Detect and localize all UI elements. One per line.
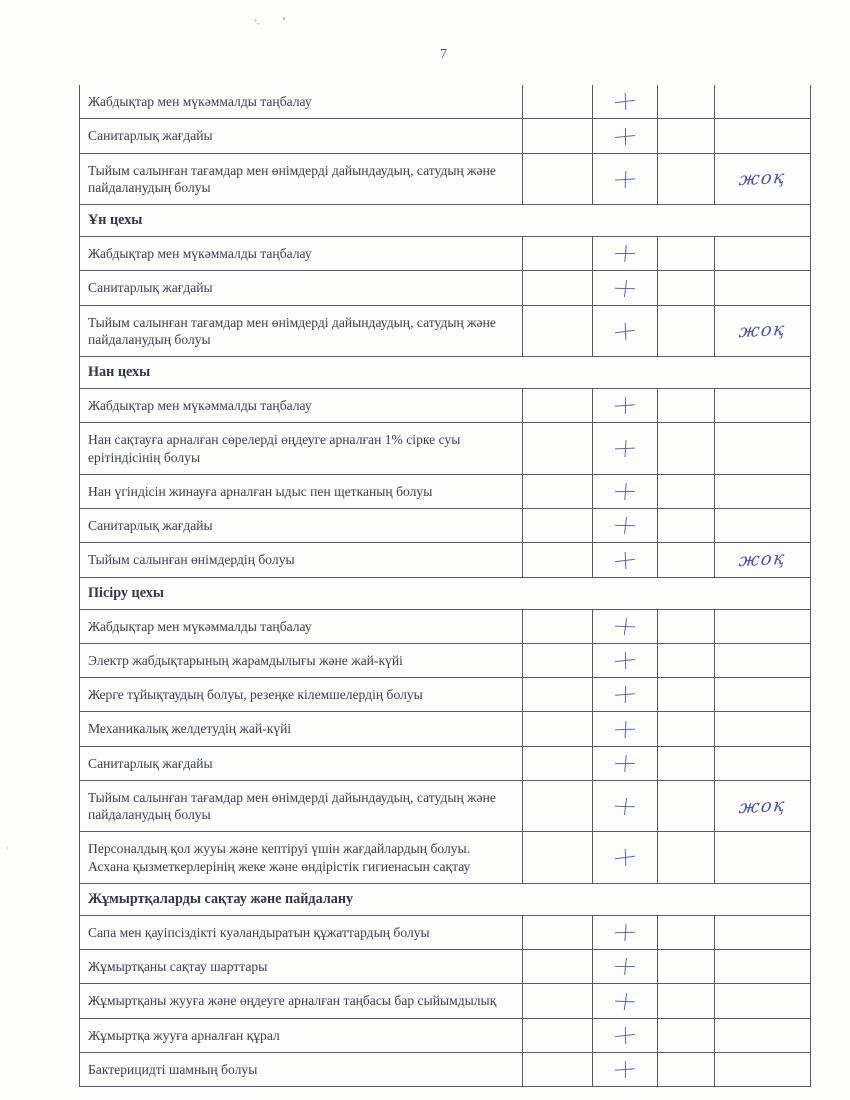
- empty-cell: [523, 915, 593, 949]
- empty-cell: [658, 119, 715, 153]
- empty-cell: [658, 678, 715, 712]
- empty-cell: [523, 85, 593, 119]
- empty-cell: [658, 984, 715, 1018]
- plus-mark-icon: [613, 1026, 636, 1044]
- empty-cell: [523, 984, 593, 1018]
- mark-cell: [593, 509, 658, 543]
- mark-cell: [593, 915, 658, 949]
- empty-cell: [658, 1018, 715, 1052]
- handwritten-note: жоқ: [737, 794, 788, 818]
- plus-mark-icon: [614, 245, 637, 263]
- note-cell: [715, 832, 811, 884]
- note-cell: [715, 780, 811, 832]
- row-label: Жабдықтар мен мүкәммалды таңбалау: [80, 609, 523, 643]
- plus-mark-icon: [613, 797, 636, 815]
- plus-mark-icon: [614, 686, 637, 704]
- row-label: Жабдықтар мен мүкәммалды таңбалау: [80, 389, 523, 423]
- table-row: [80, 950, 811, 984]
- plus-mark-icon: [614, 440, 636, 457]
- page-number: 7: [440, 47, 447, 62]
- note-cell: [715, 153, 811, 205]
- note-cell: [715, 950, 811, 984]
- section-header-row: [80, 883, 811, 915]
- empty-cell: [523, 746, 593, 780]
- mark-cell: [593, 423, 658, 475]
- empty-cell: [658, 780, 715, 832]
- note-cell: [715, 543, 811, 577]
- table-row: [80, 984, 811, 1018]
- note-cell: [715, 305, 811, 357]
- row-label: Санитарлық жағдайы: [80, 509, 523, 543]
- note-cell: [715, 509, 811, 543]
- empty-cell: [523, 950, 593, 984]
- empty-cell: [658, 509, 715, 543]
- row-label: Санитарлық жағдайы: [80, 119, 523, 153]
- empty-cell: [658, 712, 715, 746]
- checklist-table: [79, 85, 811, 1087]
- empty-cell: [523, 780, 593, 832]
- table-row: [80, 780, 811, 832]
- handwritten-note: жоқ: [737, 318, 788, 343]
- table-row: [80, 85, 811, 119]
- plus-mark-icon: [614, 755, 637, 773]
- ink-speck: ʼ·: [251, 17, 262, 31]
- empty-cell: [523, 271, 593, 305]
- row-label: Жұмыртқаны жууға және өңдеуге арналған таңбасы бар сыйымдылық: [80, 984, 523, 1018]
- note-cell: [715, 271, 811, 305]
- row-label: Тыйым салынған тағамдар мен өнімдерді дайындаудың, сатудың және пайдаланудың болуы: [80, 305, 523, 357]
- row-label: Нан сақтауға арналған сөрелерді өңдеуге арналған 1% сірке суы ерітіндісінің болуы: [80, 423, 523, 475]
- mark-cell: [593, 832, 658, 884]
- mark-cell: [593, 984, 658, 1018]
- plus-mark-icon: [613, 279, 636, 297]
- mark-cell: [593, 643, 658, 677]
- row-label: Жабдықтар мен мүкәммалды таңбалау: [80, 237, 523, 271]
- row-label: Жұмыртқа жууға арналған құрал: [80, 1018, 523, 1052]
- empty-cell: [658, 643, 715, 677]
- row-label: Сапа мен қауіпсіздікті куәландыратын құжаттардың болуы: [80, 915, 523, 949]
- empty-cell: [523, 609, 593, 643]
- empty-cell: [658, 1052, 715, 1086]
- empty-cell: [658, 609, 715, 643]
- note-cell: [715, 609, 811, 643]
- mark-cell: [593, 1018, 658, 1052]
- mark-cell: [593, 678, 658, 712]
- mark-cell: [593, 237, 658, 271]
- empty-cell: [658, 832, 715, 884]
- plus-mark-icon: [613, 517, 636, 535]
- row-label: Тыйым салынған тағамдар мен өнімдерді дайындаудың, сатудың және пайдаланудың болуы: [80, 780, 523, 832]
- table-row: [80, 237, 811, 271]
- row-label: Электр жабдықтарының жарамдылығы және жай-күйі: [80, 643, 523, 677]
- mark-cell: [593, 780, 658, 832]
- note-cell: [715, 423, 811, 475]
- handwritten-note: жоқ: [737, 166, 788, 191]
- row-label: Тыйым салынған тағамдар мен өнімдерді дайындаудың, сатудың және пайдаланудың болуы: [80, 153, 523, 205]
- section-title: Жұмыртқаларды сақтау және пайдалану: [80, 883, 811, 915]
- empty-cell: [523, 509, 593, 543]
- empty-cell: [523, 423, 593, 475]
- plus-mark-icon: [613, 617, 636, 636]
- section-title: Пісіру цехы: [80, 577, 811, 609]
- note-cell: [715, 678, 811, 712]
- empty-cell: [523, 305, 593, 357]
- empty-cell: [523, 153, 593, 205]
- empty-cell: [523, 1052, 593, 1086]
- empty-cell: [523, 119, 593, 153]
- table-row: [80, 543, 811, 577]
- empty-cell: [658, 85, 715, 119]
- empty-cell: [658, 389, 715, 423]
- plus-mark-icon: [614, 170, 636, 187]
- mark-cell: [593, 1052, 658, 1086]
- empty-cell: [658, 746, 715, 780]
- empty-cell: [658, 305, 715, 357]
- section-header-row: [80, 357, 811, 389]
- section-title: Нан цехы: [80, 357, 811, 389]
- mark-cell: [593, 543, 658, 577]
- plus-mark-icon: [613, 551, 636, 570]
- row-label: Механикалық желдетудің жай-күйі: [80, 712, 523, 746]
- empty-cell: [523, 543, 593, 577]
- empty-cell: [523, 1018, 593, 1052]
- plus-mark-icon: [614, 721, 636, 738]
- mark-cell: [593, 712, 658, 746]
- table-row: [80, 423, 811, 475]
- note-cell: [715, 474, 811, 508]
- mark-cell: [593, 153, 658, 205]
- plus-mark-icon: [614, 1061, 637, 1079]
- table-row: [80, 305, 811, 357]
- plus-mark-icon: [613, 651, 636, 669]
- note-cell: [715, 746, 811, 780]
- row-label: Санитарлық жағдайы: [80, 746, 523, 780]
- table-row: [80, 678, 811, 712]
- section-title: Ұн цехы: [80, 205, 811, 237]
- empty-cell: [523, 678, 593, 712]
- note-cell: [715, 237, 811, 271]
- table-row: [80, 153, 811, 205]
- empty-cell: [658, 271, 715, 305]
- empty-cell: [658, 237, 715, 271]
- mark-cell: [593, 389, 658, 423]
- empty-cell: [658, 950, 715, 984]
- table-row: [80, 509, 811, 543]
- empty-cell: [658, 153, 715, 205]
- table-row: [80, 712, 811, 746]
- note-cell: [715, 984, 811, 1018]
- row-label: Жұмыртқаны сақтау шарттары: [80, 950, 523, 984]
- note-cell: [715, 643, 811, 677]
- note-cell: [715, 119, 811, 153]
- note-cell: [715, 389, 811, 423]
- empty-cell: [523, 832, 593, 884]
- table-row: [80, 389, 811, 423]
- ink-speck: ʼ: [279, 13, 288, 30]
- row-label: Нан үгіндісін жинауға арналған ыдыс пен щетканың болуы: [80, 474, 523, 508]
- note-cell: [715, 1052, 811, 1086]
- table-row: [80, 1052, 811, 1086]
- empty-cell: [523, 237, 593, 271]
- empty-cell: [523, 643, 593, 677]
- plus-mark-icon: [614, 483, 637, 501]
- mark-cell: [593, 474, 658, 508]
- handwritten-note: жоқ: [737, 548, 788, 572]
- empty-cell: [658, 915, 715, 949]
- section-header-row: [80, 577, 811, 609]
- row-label: Тыйым салынған өнімдердің болуы: [80, 543, 523, 577]
- note-cell: [715, 915, 811, 949]
- table-row: [80, 609, 811, 643]
- row-label: Жабдықтар мен мүкәммалды таңбалау: [80, 85, 523, 119]
- mark-cell: [593, 119, 658, 153]
- mark-cell: [593, 271, 658, 305]
- plus-mark-icon: [613, 93, 636, 112]
- empty-cell: [658, 474, 715, 508]
- note-cell: [715, 712, 811, 746]
- plus-mark-icon: [614, 127, 637, 145]
- table-row: [80, 474, 811, 508]
- mark-cell: [593, 950, 658, 984]
- section-header-row: [80, 205, 811, 237]
- table-row: [80, 1018, 811, 1052]
- table-row: [80, 915, 811, 949]
- empty-cell: [523, 389, 593, 423]
- empty-cell: [523, 712, 593, 746]
- row-label: Персоналдың қол жууы және кептіруі үшін жағдайлардың болуы. Асхана қызметкерлерінің жеке және өндірістік гигиенасын сақтау: [80, 832, 523, 884]
- mark-cell: [593, 305, 658, 357]
- plus-mark-icon: [613, 992, 636, 1011]
- checklist-table-body: [80, 85, 811, 1087]
- mark-cell: [593, 609, 658, 643]
- note-cell: [715, 1018, 811, 1052]
- row-label: Жерге тұйықтаудың болуы, резеңке кілемшелердің болуы: [80, 678, 523, 712]
- empty-cell: [523, 474, 593, 508]
- plus-mark-icon: [614, 958, 637, 976]
- mark-cell: [593, 746, 658, 780]
- ink-speck: ·: [4, 842, 11, 854]
- table-row: [80, 832, 811, 884]
- row-label: Санитарлық жағдайы: [80, 271, 523, 305]
- row-label: Бактерицидті шамның болуы: [80, 1052, 523, 1086]
- table-row: [80, 119, 811, 153]
- plus-mark-icon: [613, 322, 636, 341]
- plus-mark-icon: [614, 924, 636, 941]
- note-cell: [715, 85, 811, 119]
- table-row: [80, 643, 811, 677]
- empty-cell: [658, 543, 715, 577]
- mark-cell: [593, 85, 658, 119]
- table-row: [80, 271, 811, 305]
- plus-mark-icon: [613, 848, 636, 867]
- empty-cell: [658, 423, 715, 475]
- plus-mark-icon: [614, 397, 637, 415]
- table-row: [80, 746, 811, 780]
